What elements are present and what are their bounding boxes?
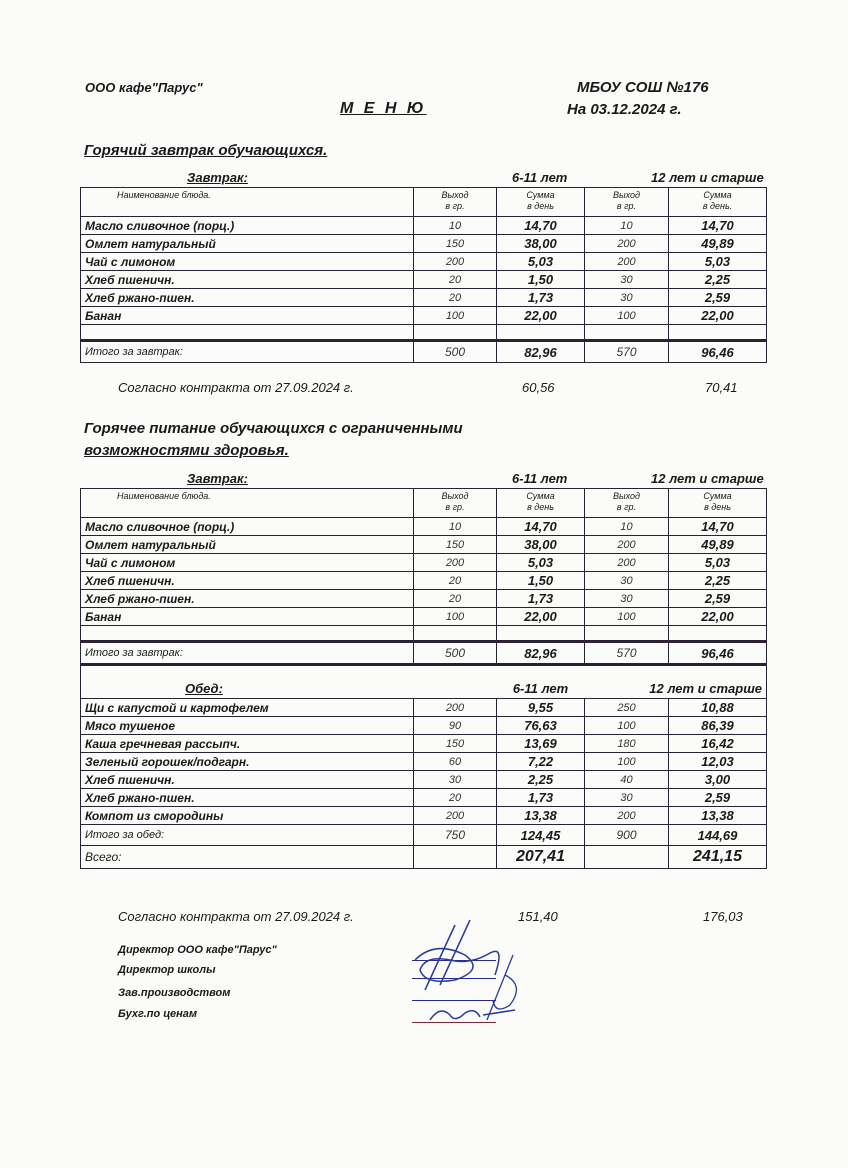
table-cell: Мясо тушеное (81, 717, 414, 735)
table-cell: 13,69 (497, 735, 585, 753)
table-cell: Каша гречневая рассыпч. (81, 735, 414, 753)
col-header-yield: Выход в гр. (414, 188, 497, 217)
table-row (81, 789, 767, 807)
table-cell (669, 325, 767, 341)
table-row: Хлеб пшеничн. 20 1,50 30 2,25 (81, 271, 767, 289)
age-group-2-label: 12 лет и старше (651, 471, 764, 486)
organization-name: ООО кафе"Парус" (85, 80, 203, 95)
table-cell: 200 (414, 699, 497, 717)
lunch-caption-row (81, 665, 767, 699)
table-cell: 200 (414, 807, 497, 825)
signature-label-cafe-director: Директор ООО кафе"Парус" (118, 944, 277, 956)
table-cell: 1,73 (497, 789, 585, 807)
table-row (81, 771, 767, 789)
table-cell: 82,96 (497, 642, 585, 665)
table-cell: 14,70 (497, 518, 585, 536)
table-cell: 100 (414, 608, 497, 626)
table-row (81, 608, 767, 626)
empty-row (81, 325, 767, 341)
table-cell (585, 325, 669, 341)
contract-label: Согласно контракта от 27.09.2024 г. (118, 909, 354, 924)
table-cell: Хлеб ржано-пшен. (81, 789, 414, 807)
section1-caption: Завтрак: (187, 170, 248, 185)
section2-breakfast-caption: Завтрак: (187, 471, 248, 486)
table-cell: 250 (585, 699, 669, 717)
total-row (81, 825, 767, 846)
table-cell: 12,03 (669, 753, 767, 771)
table-cell: 200 (585, 554, 669, 572)
table-cell: 5,03 (497, 554, 585, 572)
table-cell (81, 325, 414, 341)
table-cell: Итого за обед: (81, 825, 414, 846)
table-cell: 10,88 (669, 699, 767, 717)
table-row: Омлет натуральный 150 38,00 200 49,89 (81, 235, 767, 253)
table-cell: 20 (414, 590, 497, 608)
contract-value-1: 151,40 (518, 909, 558, 924)
table-cell: 60 (414, 753, 497, 771)
table-cell: Чай с лимоном (81, 554, 414, 572)
table-cell: 2,25 (669, 572, 767, 590)
col-header-sum: Сумма в день. (669, 188, 767, 217)
table-row: Масло сливочное (порц.) 10 14,70 10 14,70 (81, 217, 767, 235)
section1-title: Горячий завтрак обучающихся. (84, 142, 328, 159)
table-cell: 150 (414, 536, 497, 554)
age-group-1-label: 6-11 лет (512, 170, 568, 185)
table-cell: Хлеб ржано-пшен. (81, 590, 414, 608)
table-row (81, 518, 767, 536)
table-cell: 1,50 (497, 572, 585, 590)
table-cell (585, 846, 669, 869)
table-cell: 1,73 (497, 590, 585, 608)
table-row: Хлеб ржано-пшен. 20 1,73 30 2,59 (81, 289, 767, 307)
table-row (81, 572, 767, 590)
table-cell (414, 325, 497, 341)
contract-label: Согласно контракта от 27.09.2024 г. (118, 380, 354, 395)
table-cell: Всего: (81, 846, 414, 869)
table-cell: 86,39 (669, 717, 767, 735)
table-cell: Банан (81, 608, 414, 626)
col-header-yield: Выход в гр. (585, 188, 669, 217)
table-cell: 12 лет и старше (585, 665, 767, 699)
breakfast-table (80, 187, 767, 363)
table-cell: Зеленый горошек/подгарн. (81, 753, 414, 771)
table-header-row (81, 489, 767, 518)
col-header-yield: Выход в гр. (585, 489, 669, 518)
table-cell: 207,41 (497, 846, 585, 869)
table-row (81, 735, 767, 753)
table-cell: 241,15 (669, 846, 767, 869)
table-cell: 14,70 (669, 518, 767, 536)
table-cell: Омлет натуральный (81, 536, 414, 554)
table-cell: 900 (585, 825, 669, 846)
table-cell: 13,38 (669, 807, 767, 825)
contract-value-1: 60,56 (522, 380, 555, 395)
total-row (81, 642, 767, 665)
table-cell: 570 (585, 642, 669, 665)
signature-label-school-director: Директор школы (118, 964, 216, 976)
col-header-sum: Сумма в день (497, 188, 585, 217)
table-cell: 49,89 (669, 536, 767, 554)
table-cell: 2,59 (669, 789, 767, 807)
contract-value-2: 70,41 (705, 380, 738, 395)
table-cell: 30 (585, 590, 669, 608)
total-row: Итого за завтрак: 500 82,96 570 96,46 (81, 341, 767, 363)
signature-label-production: Зав.производством (118, 987, 231, 999)
table-cell: 6-11 лет (497, 665, 585, 699)
table-cell (414, 665, 497, 699)
table-cell: 10 (414, 518, 497, 536)
col-header-sum: Сумма в день (669, 489, 767, 518)
table-cell: Хлеб пшеничн. (81, 572, 414, 590)
table-cell: 200 (414, 554, 497, 572)
table-cell: 7,22 (497, 753, 585, 771)
table-cell: 200 (585, 807, 669, 825)
table-row (81, 590, 767, 608)
table-cell: 180 (585, 735, 669, 753)
table-cell: 100 (585, 753, 669, 771)
page-title: М Е Н Ю (340, 100, 427, 117)
table-header-row (81, 188, 767, 217)
table-cell: 2,25 (497, 771, 585, 789)
table-cell: 13,38 (497, 807, 585, 825)
table-cell (585, 626, 669, 642)
col-header-yield: Выход в гр. (414, 489, 497, 518)
table-row (81, 536, 767, 554)
school-name: МБОУ СОШ №176 (577, 79, 709, 96)
col-header-name: Наименование блюда. (81, 489, 414, 518)
table-cell: 144,69 (669, 825, 767, 846)
col-header-name: Наименование блюда. (81, 188, 414, 217)
table-row: Банан 100 22,00 100 22,00 (81, 307, 767, 325)
table-cell: Масло сливочное (порц.) (81, 518, 414, 536)
table-cell: 90 (414, 717, 497, 735)
table-cell: 22,00 (669, 608, 767, 626)
contract-value-2: 176,03 (703, 909, 743, 924)
table-cell: 500 (414, 642, 497, 665)
signature-label-accountant: Бухг.по ценам (118, 1008, 197, 1020)
lunch-caption: Обед: (81, 665, 414, 699)
table-cell: 40 (585, 771, 669, 789)
table-cell (81, 626, 414, 642)
table-cell: Хлеб пшеничн. (81, 771, 414, 789)
age-group-2-label: 12 лет и старше (651, 170, 764, 185)
table-cell: 16,42 (669, 735, 767, 753)
table-cell: 20 (414, 789, 497, 807)
table-cell: 10 (585, 518, 669, 536)
table-cell: Щи с капустой и картофелем (81, 699, 414, 717)
table-cell: 38,00 (497, 536, 585, 554)
table-row (81, 717, 767, 735)
table-cell: Компот из смородины (81, 807, 414, 825)
table-cell: 96,46 (669, 642, 767, 665)
table-cell: 150 (414, 735, 497, 753)
col-header-sum: Сумма в день (497, 489, 585, 518)
table-cell: 20 (414, 572, 497, 590)
table-cell (669, 626, 767, 642)
table-cell: 124,45 (497, 825, 585, 846)
table-cell (497, 626, 585, 642)
table-row: Чай с лимоном 200 5,03 200 5,03 (81, 253, 767, 271)
table-row (81, 807, 767, 825)
table-cell: 76,63 (497, 717, 585, 735)
table-cell: 9,55 (497, 699, 585, 717)
ovz-table (80, 488, 767, 869)
table-row (81, 699, 767, 717)
table-cell: 22,00 (497, 608, 585, 626)
empty-row (81, 626, 767, 642)
table-cell (414, 846, 497, 869)
table-cell: 100 (585, 717, 669, 735)
table-cell: 200 (585, 536, 669, 554)
table-cell: 100 (585, 608, 669, 626)
table-cell (414, 626, 497, 642)
table-cell: 5,03 (669, 554, 767, 572)
table-cell: Итого за завтрак: (81, 642, 414, 665)
handwritten-signature-icon (395, 915, 535, 1035)
table-row (81, 753, 767, 771)
grand-total-row (81, 846, 767, 869)
table-cell: 30 (414, 771, 497, 789)
age-group-1-label: 6-11 лет (512, 471, 568, 486)
table-cell: 30 (585, 572, 669, 590)
table-cell: 30 (585, 789, 669, 807)
table-cell: 750 (414, 825, 497, 846)
table-cell: 3,00 (669, 771, 767, 789)
section2-title: Горячее питание обучающихся с ограниченными возможностями здоровья. (84, 420, 463, 459)
table-cell (497, 325, 585, 341)
table-cell: 2,59 (669, 590, 767, 608)
menu-date: На 03.12.2024 г. (567, 101, 682, 118)
table-row (81, 554, 767, 572)
